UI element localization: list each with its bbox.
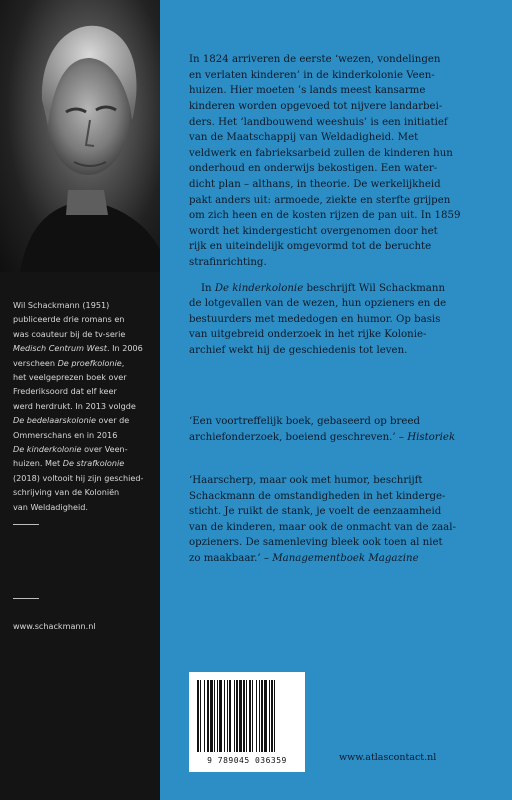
blurb-line: dicht plan – althans, in theorie. De werkelijkheid [189, 178, 441, 190]
barcode-bar [274, 680, 275, 752]
bio-line: (2018) voltooit hij zijn geschied- [13, 472, 144, 483]
author-website: www.schackmann.nl [13, 621, 96, 631]
author-bio [13, 298, 155, 514]
bio-line [13, 442, 155, 456]
bio-text: . In 2006 [106, 343, 143, 354]
barcode-bar [261, 680, 263, 752]
review-quote-1 [189, 414, 495, 445]
blurb [189, 42, 495, 369]
barcode-bars [189, 672, 305, 756]
bio-text: over Veen- [81, 444, 128, 455]
quote-line: van de kinderen, maar ook de onmacht van de zaal- [189, 521, 456, 533]
barcode-bar [214, 680, 215, 752]
barcode-bar [252, 680, 253, 752]
author-photo [0, 0, 160, 272]
blurb-text: In [201, 282, 215, 294]
barcode-bar [271, 680, 273, 752]
bio-title-italic: Medisch Centrum West [13, 343, 107, 354]
barcode [189, 672, 305, 772]
left-panel [0, 0, 160, 800]
bio-line: Frederiksoord dat elf keer [13, 386, 117, 397]
barcode-bar [207, 680, 209, 752]
barcode-bar [200, 680, 201, 752]
isbn-number: 9 789045 036359 [207, 756, 287, 765]
barcode-bar [229, 680, 231, 752]
blurb-line: archief wekt hij de geschiedenis tot leven. [189, 345, 408, 357]
barcode-bar [246, 680, 247, 752]
bio-divider [13, 524, 39, 525]
quote-line: sticht. Je ruikt de stank, je voelt de eenzaamheid [189, 506, 442, 518]
bio-text: , [121, 357, 125, 368]
bio-line: werd herdrukt. In 2013 volgde [13, 400, 136, 411]
barcode-bar [256, 680, 257, 752]
blurb-line: onderhoud en onderwijs bekostigen. Een water- [189, 163, 438, 175]
quote-line: ‘Haarscherp, maar ook met humor, beschrijft [189, 475, 423, 486]
bio-title-italic: De bedelaarskolonie [13, 415, 96, 426]
blurb-paragraph-2 [189, 281, 495, 359]
quote-line: ‘Een voortreffelijk boek, gebaseerd op breed [189, 416, 420, 427]
barcode-bar [210, 680, 213, 752]
bio-text: verscheen [13, 357, 58, 368]
bio-text: over de [95, 415, 130, 426]
bio-line: publiceerde drie romans en [13, 314, 125, 325]
quote-line: archiefonderzoek, boeiend geschreven.’ – [189, 431, 408, 443]
blurb-line: In 1824 arriveren de eerste ‘wezen, vondelingen [189, 54, 441, 66]
blurb-line: veldwerk en fabrieksarbeid zullen de kinderen hun [189, 147, 453, 159]
quote-source: Historiek [407, 431, 456, 443]
bio-line: Wil Schackmann (1951) [13, 300, 110, 310]
blurb-line: rijk en uiteindelijk omgevormd tot de beruchte [189, 241, 432, 253]
barcode-bar [239, 680, 242, 752]
barcode-bar [217, 680, 218, 752]
barcode-bar [234, 680, 235, 752]
bio-line: van Weldadigheid. [13, 501, 88, 512]
blurb-line: van de Maatschappij van Weldadigheid. Met [189, 132, 419, 144]
blurb-line: pakt anders uit: armoede, ziekte en sterfte grijpen [189, 194, 451, 206]
bio-line: Ommerschans en in 2016 [13, 429, 118, 440]
bio-title-italic: De proefkolonie [57, 357, 122, 368]
blurb-text: beschrijft Wil Schackmann [303, 282, 446, 294]
book-title-italic: De kinderkolonie [214, 282, 304, 294]
barcode-bar [197, 680, 199, 752]
barcode-bar [227, 680, 228, 752]
quote-line: zo maakbaar.’ – [189, 552, 273, 564]
bio-text: huizen. Met [13, 458, 63, 469]
barcode-bar [264, 680, 267, 752]
review-quote-2 [189, 473, 495, 567]
blurb-line: bestuurders met mededogen en humor. Op basis [189, 313, 441, 325]
blurb-paragraph-1 [189, 52, 495, 270]
barcode-bar [259, 680, 260, 752]
quote-line: opzieners. De samenleving bleek ook toen al niet [189, 537, 443, 549]
barcode-bar [243, 680, 245, 752]
bio-line: het veelgeprezen boek over [13, 372, 127, 383]
barcode-bar [219, 680, 222, 752]
barcode-bar [204, 680, 205, 752]
bio-title-italic: De strafkolonie [62, 458, 125, 469]
barcode-bar [269, 680, 270, 752]
barcode-bar [249, 680, 251, 752]
blurb-line: van uitgebreid onderzoek in het rijke Kolonie- [189, 329, 427, 341]
bio-title-italic: De kinderkolonie [13, 444, 82, 455]
blurb-line: huizen. Hier moeten ’s lands meest kansarme [189, 85, 426, 97]
bio-line [13, 341, 155, 355]
bio-line [13, 456, 155, 470]
quote-line: Schackmann de omstandigheden in het kinderge- [189, 490, 446, 502]
bio-line [13, 356, 155, 370]
bio-line: was coauteur bij de tv-serie [13, 328, 126, 339]
publisher-website: www.atlascontact.nl [339, 752, 437, 763]
blurb-line: strafinrichting. [189, 256, 267, 268]
barcode-bar [236, 680, 238, 752]
bio-divider [13, 598, 39, 599]
barcode-bar [224, 680, 225, 752]
blurb-line: kinderen worden opgevoed tot nijvere landarbei- [189, 100, 443, 112]
blurb-line: de lotgevallen van de wezen, hun opzieners en de [189, 298, 447, 310]
blurb-line: ders. Het ‘landbouwend weeshuis’ is een initiatief [189, 116, 448, 128]
bio-line: schrijving van de Koloniën [13, 487, 120, 498]
blurb-line: wordt het kindergesticht overgenomen door het [189, 225, 438, 237]
blurb-line: en verlaten kinderen’ in de kinderkolonie Veen- [189, 69, 435, 81]
quote-source: Managementboek Magazine [272, 552, 419, 564]
blurb-line: om zich heen en de kosten rijzen de pan uit. In 1859 [189, 210, 461, 222]
bio-line [13, 413, 155, 427]
